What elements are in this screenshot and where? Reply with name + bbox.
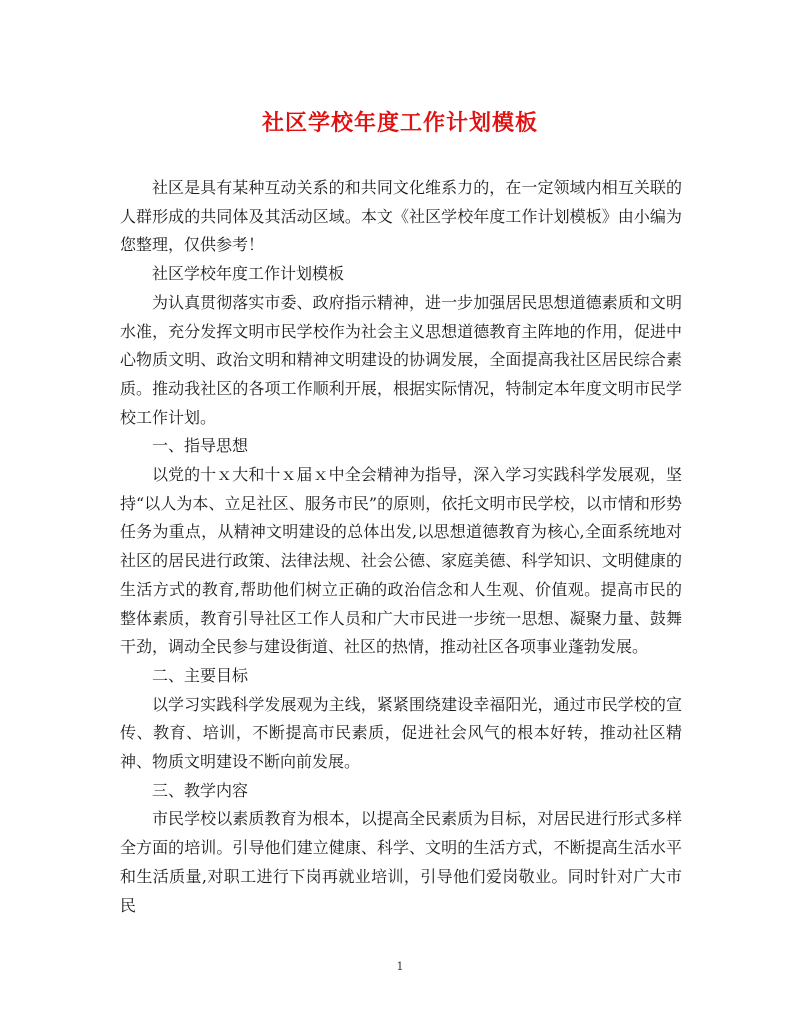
page-number: 1 bbox=[396, 960, 404, 973]
document-title: 社区学校年度工作计划模板 bbox=[261, 110, 538, 136]
document-body bbox=[120, 174, 682, 920]
section-heading-main-goals: 二、主要目标 bbox=[152, 665, 249, 685]
guiding-ideology-paragraph: 以党的十ｘ大和十ｘ届ｘ中全会精神为指导，深入学习实践科学发展观，坚持“以人为本、立足社区、服务市民”的原则，依托文明市民学校，以市情和形势任务为重点，从精神文明建设的总体出发,以思想道德教育为核心,全面系统地对社区的居民进行政策、法律法规、社会公德、家庭美德、科学知识、文明健康的生活方式的教育,帮助他们树立正确的政治信念和人生观、价值观。提高市民的整体素质，教育引导社区工作人员和广大市民进一步统一思想、凝聚力量、鼓舞干劲，调动全民参与建设街道、社区的热情，推动社区各项事业蓬勃发展。 bbox=[120, 465, 682, 657]
intro-paragraph: 社区是具有某种互动关系的和共同文化维系力的，在一定领域内相互关联的人群形成的共同体及其活动区域。本文《社区学校年度工作计划模板》由小编为您整理，仅供参考！ bbox=[120, 178, 682, 255]
subtitle-paragraph: 社区学校年度工作计划模板 bbox=[152, 264, 345, 284]
teaching-content-paragraph: 市民学校以素质教育为根本，以提高全民素质为目标，对居民进行形式多样全方面的培训。引导他们建立健康、科学、文明的生活方式，不断提高生活水平和生活质量,对职工进行下岗再就业培训，引导他们爱岗敬业。同时针对广大市民 bbox=[120, 809, 682, 915]
preface-paragraph: 为认真贯彻落实市委、政府指示精神，进一步加强居民思想道德素质和文明水准，充分发挥文明市民学校作为社会主义思想道德教育主阵地的作用，促进中心物质文明、政治文明和精神文明建设的协调发展，全面提高我社区居民综合素质。推动我社区的各项工作顺利开展，根据实际情况，特制定本年度文明市民学校工作计划。 bbox=[120, 292, 682, 427]
section-heading-teaching-content: 三、教学内容 bbox=[152, 780, 249, 800]
main-goals-paragraph: 以学习实践科学发展观为主线，紧紧围绕建设幸福阳光，通过市民学校的宣传、教育、培训，不断提高市民素质，促进社会风气的根本好转，推动社区精神、物质文明建设不断向前发展。 bbox=[120, 694, 682, 772]
section-heading-guiding-ideology: 一、指导思想 bbox=[152, 436, 249, 456]
